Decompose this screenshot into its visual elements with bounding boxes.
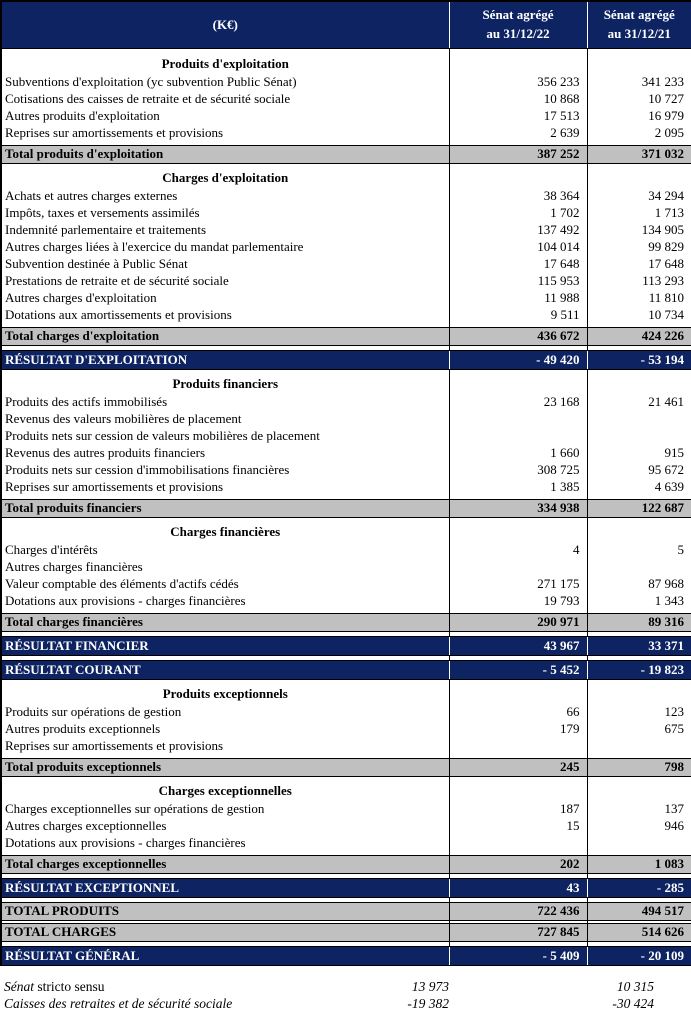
table-row-item: [1, 800, 691, 817]
table-row-result: [1, 350, 691, 369]
value-2022: 10 868: [449, 90, 587, 107]
table-row-section: [1, 782, 691, 800]
table-row-item: [1, 187, 691, 204]
value-2021: 798: [587, 758, 691, 776]
table-row-total: [1, 902, 691, 920]
value-2021: - 19 823: [587, 660, 691, 679]
row-label: Total charges exceptionnelles: [1, 855, 449, 873]
table-row-section: [1, 375, 691, 393]
row-label: Revenus des autres produits financiers: [1, 444, 449, 461]
table-row-result: [1, 878, 691, 897]
value-2021: [587, 737, 691, 754]
value-2021: 34 294: [648, 187, 684, 203]
value-2021: [587, 834, 691, 851]
value-2022: 727 845: [449, 923, 587, 941]
value-2022: [449, 737, 587, 754]
table-row-item: [1, 575, 691, 592]
footnote-value-2022: -19 382: [407, 996, 449, 1010]
table-row-item: [1, 592, 691, 609]
row-label: Autres charges d'exploitation: [1, 289, 449, 306]
value-2022: 1 702: [449, 204, 587, 221]
value-2021: 99 829: [648, 238, 684, 254]
value-2021: 95 672: [648, 461, 684, 477]
value-2022: 271 175: [449, 575, 587, 592]
value-2022: 356 233: [449, 73, 587, 90]
table-row-item: [1, 255, 691, 272]
table-row-total: [1, 923, 691, 941]
table-row-item: [1, 90, 691, 107]
row-label: Produits financiers: [1, 375, 449, 393]
table-row-item: [1, 478, 691, 495]
value-2022: 11 988: [449, 289, 587, 306]
value-2021: 341 233: [641, 73, 684, 89]
table-row-total: [1, 855, 691, 873]
value-2022: [449, 427, 587, 444]
value-2021: [587, 782, 691, 800]
table-row-item: [1, 107, 691, 124]
value-2021: [587, 427, 691, 444]
value-2021: [587, 523, 691, 541]
row-label: Produits sur opérations de gestion: [1, 703, 449, 720]
value-2021: 1 083: [587, 855, 691, 873]
footnote-label-italic: Sénat: [4, 979, 34, 995]
row-label: Total charges financières: [1, 613, 449, 631]
table-row-section: [1, 169, 691, 187]
header-row: [1, 1, 691, 48]
row-label: Charges d'intérêts: [1, 541, 449, 558]
table-row-item: [1, 306, 691, 323]
row-label: Dotations aux provisions - charges financières: [1, 592, 449, 609]
table-row-item: [1, 221, 691, 238]
row-label: Prestations de retraite et de sécurité sociale: [1, 272, 449, 289]
table-row-total: [1, 499, 691, 517]
row-label: RÉSULTAT GÉNÉRAL: [1, 946, 449, 965]
row-label: Autres produits d'exploitation: [1, 107, 449, 124]
value-2021: 1 343: [654, 592, 684, 608]
table-row-item: [1, 410, 691, 427]
table-row-item: [1, 461, 691, 478]
value-2021: [587, 685, 691, 703]
row-label: RÉSULTAT EXCEPTIONNEL: [1, 878, 449, 897]
value-2022: 9 511: [449, 306, 587, 323]
value-2022: [449, 558, 587, 575]
table-row-item: [1, 720, 691, 737]
value-2021: [587, 169, 691, 187]
row-label: Charges financières: [1, 523, 449, 541]
row-label: Produits exceptionnels: [1, 685, 449, 703]
row-label: Charges exceptionnelles: [1, 782, 449, 800]
value-2022: 187: [449, 800, 587, 817]
row-label: TOTAL CHARGES: [1, 923, 449, 941]
row-label: Reprises sur amortissements et provisions: [1, 478, 449, 495]
value-2022: [449, 375, 587, 393]
value-2021: 122 687: [587, 499, 691, 517]
value-2022: 290 971: [449, 613, 587, 631]
value-2022: 17 648: [449, 255, 587, 272]
table-row-item: [1, 817, 691, 834]
row-label: RÉSULTAT FINANCIER: [1, 636, 449, 655]
header-col-2022-line1: Sénat agrégé: [482, 7, 554, 22]
value-2022: 104 014: [449, 238, 587, 255]
table-row-total: [1, 145, 691, 163]
table-row-result: [1, 946, 691, 965]
row-label: RÉSULTAT D'EXPLOITATION: [1, 350, 449, 369]
table-body: [1, 48, 691, 965]
table-row-item: [1, 427, 691, 444]
value-2022: 179: [449, 720, 587, 737]
value-2021: 494 517: [587, 902, 691, 920]
spacer-cell: [449, 48, 587, 55]
table-header: [1, 1, 691, 48]
value-2021: 10 734: [648, 306, 684, 322]
table-row-item: [1, 834, 691, 851]
row-label: Reprises sur amortissements et provisions: [1, 124, 449, 141]
value-2022: 308 725: [449, 461, 587, 478]
spacer-cell: [587, 48, 691, 55]
value-2021: 675: [664, 720, 684, 736]
value-2021: 134 905: [641, 221, 684, 237]
value-2022: 1 385: [449, 478, 587, 495]
value-2022: [449, 410, 587, 427]
row-label: Dotations aux amortissements et provisions: [1, 306, 449, 323]
value-2022: - 49 420: [449, 350, 587, 369]
value-2021: 11 810: [648, 289, 684, 305]
table-row-total: [1, 613, 691, 631]
header-col-2021-line1: Sénat agrégé: [603, 7, 675, 22]
row-label: Cotisations des caisses de retraite et de sécurité sociale: [1, 90, 449, 107]
row-label: Produits des actifs immobilisés: [1, 393, 449, 410]
value-2022: 2 639: [449, 124, 587, 141]
table-row-item: [1, 444, 691, 461]
table-row-spacer: [1, 48, 691, 55]
row-label: RÉSULTAT COURANT: [1, 660, 449, 679]
table-row-item: [1, 73, 691, 90]
value-2022: 334 938: [449, 499, 587, 517]
value-2022: 722 436: [449, 902, 587, 920]
spacer-cell: [1, 48, 449, 55]
footnote-value-2021: 10 315: [616, 979, 654, 995]
value-2022: 1 660: [449, 444, 587, 461]
value-2021: [587, 55, 691, 73]
table-row-item: [1, 124, 691, 141]
value-2022: 19 793: [449, 592, 587, 609]
value-2022: [449, 55, 587, 73]
row-label: Dotations aux provisions - charges financières: [1, 834, 449, 851]
value-2022: 202: [449, 855, 587, 873]
table-row-section: [1, 685, 691, 703]
row-label: Produits nets sur cession de valeurs mobilières de placement: [1, 427, 449, 444]
footnote-label-roman: stricto sensu: [34, 979, 105, 995]
value-2021: 87 968: [648, 575, 684, 591]
footnote-row-senat: [0, 979, 691, 996]
table-row-section: [1, 523, 691, 541]
unit-label: (K€): [212, 16, 238, 32]
header-col-2022: [449, 1, 587, 48]
value-2022: 137 492: [449, 221, 587, 238]
value-2022: 43 967: [449, 636, 587, 655]
footnote-value-2021: -30 424: [612, 996, 654, 1010]
value-2022: 4: [449, 541, 587, 558]
row-label: Subvention destinée à Public Sénat: [1, 255, 449, 272]
header-col-2022-line2: au 31/12/22: [486, 25, 550, 41]
value-2021: 16 979: [648, 107, 684, 123]
value-2022: [449, 782, 587, 800]
value-2021: [587, 558, 691, 575]
table-row-item: [1, 393, 691, 410]
value-2021: - 20 109: [587, 946, 691, 965]
row-label: Revenus des valeurs mobilières de placement: [1, 410, 449, 427]
table-row-result: [1, 636, 691, 655]
row-label: Produits nets sur cession d'immobilisations financières: [1, 461, 449, 478]
value-2021: 1 713: [654, 204, 684, 220]
value-2021: 89 316: [587, 613, 691, 631]
footnote-label-italic: Caisses des retraites et de sécurité sociale: [4, 996, 233, 1010]
footnotes: [0, 979, 691, 1010]
value-2021: 123: [664, 703, 684, 719]
value-2022: 38 364: [449, 187, 587, 204]
value-2021: 371 032: [587, 145, 691, 163]
value-2021: 21 461: [648, 393, 684, 409]
row-label: Subventions d'exploitation (yc subvention Public Sénat): [1, 73, 449, 90]
value-2022: [449, 834, 587, 851]
row-label: Autres charges liées à l'exercice du mandat parlementaire: [1, 238, 449, 255]
row-label: Reprises sur amortissements et provisions: [1, 737, 449, 754]
row-label: Total produits financiers: [1, 499, 449, 517]
value-2021: [587, 410, 691, 427]
table-row-section: [1, 55, 691, 73]
row-label: Total produits d'exploitation: [1, 145, 449, 163]
value-2021: 17 648: [648, 255, 684, 271]
value-2022: 43: [449, 878, 587, 897]
row-label: Produits d'exploitation: [1, 55, 449, 73]
row-label: Autres charges financières: [1, 558, 449, 575]
value-2021: 10 727: [648, 90, 684, 106]
row-label: Valeur comptable des éléments d'actifs cédés: [1, 575, 449, 592]
footnote-row-caisses: [0, 996, 691, 1010]
row-label: Achats et autres charges externes: [1, 187, 449, 204]
row-label: Indemnité parlementaire et traitements: [1, 221, 449, 238]
value-2021: - 285: [587, 878, 691, 897]
table-row-item: [1, 272, 691, 289]
table-row-item: [1, 558, 691, 575]
value-2021: [587, 375, 691, 393]
value-2021: 2 095: [654, 124, 684, 140]
header-col-2021: [587, 1, 691, 48]
footnote-label: [0, 979, 330, 995]
value-2021: 4 639: [654, 478, 684, 494]
value-2021: 5: [677, 541, 684, 557]
value-2022: 115 953: [449, 272, 587, 289]
value-2021: 946: [664, 817, 684, 833]
header-unit-cell: [1, 1, 449, 48]
table-row-total: [1, 758, 691, 776]
value-2022: - 5 409: [449, 946, 587, 965]
value-2022: 15: [449, 817, 587, 834]
table-row-item: [1, 703, 691, 720]
value-2021: 915: [664, 444, 684, 460]
table-row-total: [1, 327, 691, 345]
footnote-value-2022: 13 973: [411, 979, 449, 995]
footnote-label: [0, 996, 330, 1010]
value-2022: 436 672: [449, 327, 587, 345]
row-label: Charges exceptionnelles sur opérations de gestion: [1, 800, 449, 817]
header-col-2021-line2: au 31/12/21: [607, 25, 671, 41]
table-row-item: [1, 541, 691, 558]
table-row-item: [1, 238, 691, 255]
row-label: Autres produits exceptionnels: [1, 720, 449, 737]
table-row-item: [1, 737, 691, 754]
value-2022: [449, 169, 587, 187]
row-label: Autres charges exceptionnelles: [1, 817, 449, 834]
value-2021: 113 293: [642, 272, 684, 288]
value-2022: [449, 685, 587, 703]
table-row-item: [1, 289, 691, 306]
row-label: Impôts, taxes et versements assimilés: [1, 204, 449, 221]
value-2021: 514 626: [587, 923, 691, 941]
table-row-result: [1, 660, 691, 679]
table-row-item: [1, 204, 691, 221]
row-label: TOTAL PRODUITS: [1, 902, 449, 920]
value-2022: [449, 523, 587, 541]
value-2021: 137: [664, 800, 684, 816]
value-2022: 245: [449, 758, 587, 776]
value-2021: 33 371: [587, 636, 691, 655]
value-2022: - 5 452: [449, 660, 587, 679]
row-label: Total produits exceptionnels: [1, 758, 449, 776]
value-2022: 23 168: [449, 393, 587, 410]
row-label: Charges d'exploitation: [1, 169, 449, 187]
value-2022: 66: [449, 703, 587, 720]
value-2021: 424 226: [587, 327, 691, 345]
value-2021: - 53 194: [587, 350, 691, 369]
value-2022: 387 252: [449, 145, 587, 163]
row-label: Total charges d'exploitation: [1, 327, 449, 345]
value-2022: 17 513: [449, 107, 587, 124]
